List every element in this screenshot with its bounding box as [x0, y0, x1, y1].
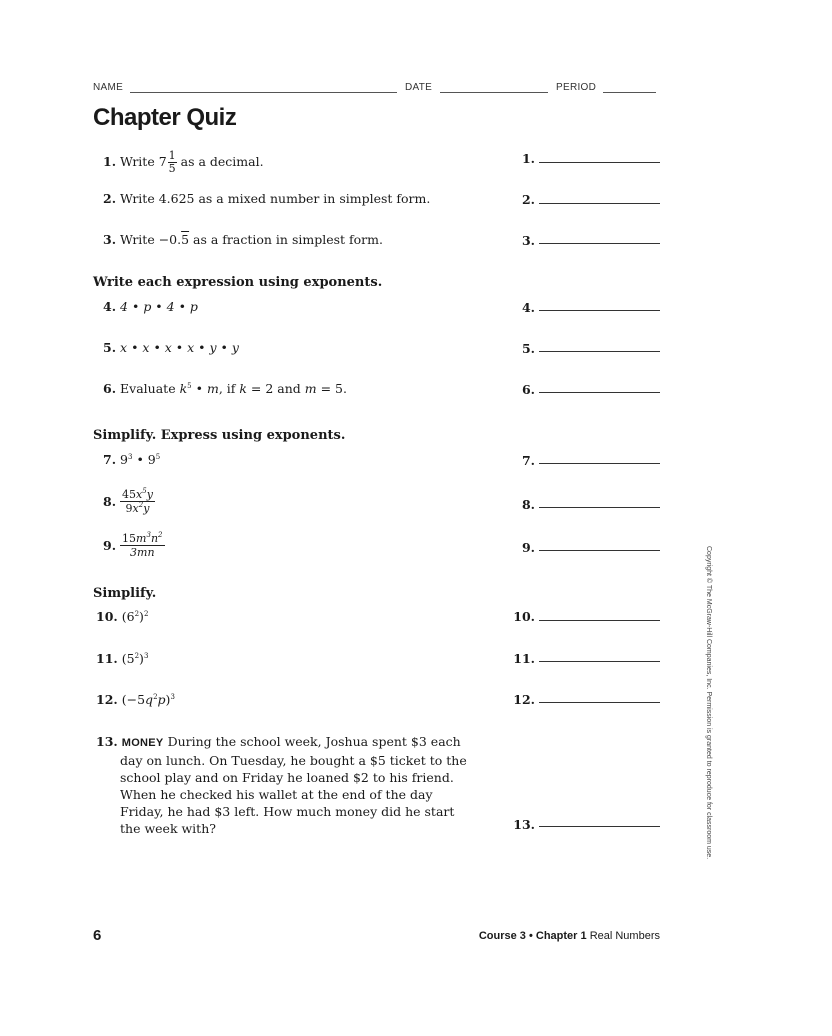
- period-line[interactable]: [603, 92, 656, 93]
- answer-number: 12.: [513, 692, 535, 707]
- copyright-notice: Copyright © The McGraw-Hill Companies, Inc. Permission is granted to reproduce for classroom use.: [705, 546, 712, 860]
- answer-number: 13.: [513, 817, 535, 832]
- answer-line-8[interactable]: [539, 507, 660, 508]
- answer-line-7[interactable]: [539, 463, 660, 464]
- period-label: PERIOD: [556, 82, 597, 93]
- question-12: 12. $(-5q^2p)^3$: [96, 692, 175, 707]
- answer-line-12[interactable]: [539, 702, 660, 703]
- answer-number: 5.: [521, 341, 535, 356]
- answer-line-10[interactable]: [539, 620, 660, 621]
- answer-line-1[interactable]: [539, 162, 660, 163]
- answer-number: 4.: [521, 300, 535, 315]
- answer-number: 7.: [521, 453, 535, 468]
- answer-number: 9.: [521, 540, 535, 555]
- answer-line-9[interactable]: [539, 550, 660, 551]
- answer-line-13[interactable]: [539, 826, 660, 827]
- section-heading-simplify: Simplify.: [93, 586, 157, 601]
- money-tag: MONEY: [121, 737, 164, 749]
- question-8: 8. $\frac{45x^5y}{9x^2y}$: [103, 487, 153, 515]
- question-number: 1.: [103, 154, 117, 169]
- answer-number: 10.: [513, 609, 535, 624]
- question-7: 7. $9^3$ • $9^5$: [103, 452, 161, 467]
- answer-line-5[interactable]: [539, 351, 660, 352]
- answer-line-4[interactable]: [539, 310, 660, 311]
- answer-number: 8.: [521, 497, 535, 512]
- mixed-fraction: $\frac{1}{5}$: [168, 149, 176, 175]
- repeating-digit: 5: [181, 232, 190, 247]
- question-11: 11. $(5^2)^3$: [96, 651, 149, 666]
- answer-number: 3.: [521, 233, 535, 248]
- question-13: 13. MONEY During the school week, Joshua spent $3 each day on lunch. On Tuesday, he bought a $5 ticket to the school play and on Friday he loaned $2 to his friend. When he checked his wallet at the end of the day Friday, he had $3 left. How much money did he start the week with?: [96, 734, 467, 836]
- section-heading-simplify-exponents: Simplify. Express using exponents.: [93, 428, 346, 443]
- answer-number: 1.: [521, 151, 535, 166]
- question-9: 9. $\frac{15m^3n^2}{3mn}$: [103, 531, 163, 559]
- name-label: NAME: [93, 82, 124, 93]
- question-6: 6. Evaluate $k^5$ • m, if k = 2 and m = 5.: [103, 381, 347, 396]
- question-1: 1. Write 7 $\frac{1}{5}$ as a decimal.: [103, 149, 264, 175]
- question-5: 5. x • x • x • x • y • y: [103, 340, 239, 355]
- page-number: 6: [93, 927, 102, 944]
- question-10: 10. $(6^2)^2$: [96, 609, 149, 624]
- answer-line-11[interactable]: [539, 661, 660, 662]
- name-line[interactable]: [130, 92, 397, 93]
- answer-line-6[interactable]: [539, 392, 660, 393]
- footer-course: Course 3 • Chapter 1 Real Numbers: [478, 930, 660, 942]
- question-4: 4. 4 • p • 4 • p: [103, 299, 198, 314]
- fraction: $\frac{15m^3n^2}{3mn}$: [122, 531, 163, 559]
- section-heading-exponents: Write each expression using exponents.: [93, 275, 383, 290]
- answer-line-2[interactable]: [539, 203, 660, 204]
- answer-number: 11.: [513, 651, 535, 666]
- answer-number: 6.: [521, 382, 535, 397]
- answer-line-3[interactable]: [539, 243, 660, 244]
- question-3: 3. Write −0.5 as a fraction in simplest form.: [103, 232, 383, 247]
- page-title: Chapter Quiz: [93, 104, 237, 131]
- answer-number: 2.: [521, 192, 535, 207]
- date-label: DATE: [405, 82, 433, 93]
- fraction: $\frac{45x^5y}{9x^2y}$: [122, 487, 153, 515]
- question-2: 2. Write 4.625 as a mixed number in simplest form.: [103, 191, 431, 206]
- date-line[interactable]: [440, 92, 548, 93]
